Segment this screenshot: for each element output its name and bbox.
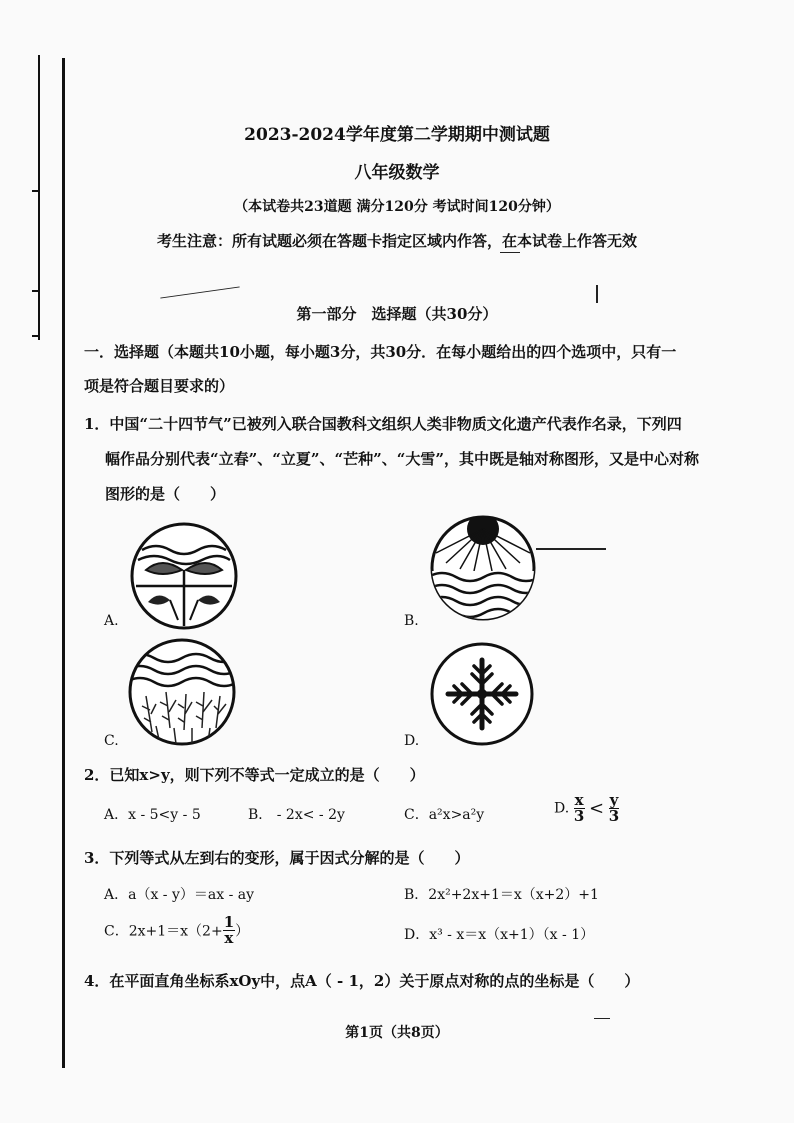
q3-option-c xyxy=(104,915,249,946)
fraction-numerator: y xyxy=(609,791,619,809)
figure-a-label: A. xyxy=(104,613,119,629)
scan-mark xyxy=(594,1018,610,1019)
binding-tick-1 xyxy=(32,190,40,192)
figure-b-label: B. xyxy=(404,613,419,629)
q1-stem-line2: 幅作品分别代表“立春”、“立夏”、“芒种”、“大雪”，其中既是轴对称图形，又是中心对称 xyxy=(105,450,700,468)
exam-notice: 考生注意：所有试题必须在答题卡指定区域内作答，在本试卷上作答无效 xyxy=(156,232,637,250)
binding-tick-2 xyxy=(32,290,40,292)
q2-option-a: A．x - 5<y - 5 xyxy=(104,807,201,823)
q2-option-d-fraction-left xyxy=(574,793,585,824)
binding-foot xyxy=(32,335,40,337)
scan-mark xyxy=(596,285,598,303)
figure-d-snowflake-icon xyxy=(428,640,536,748)
scan-mark xyxy=(500,252,520,253)
section-heading-line2: 项是符合题目要求的） xyxy=(84,377,235,395)
part-title: 第一部分 选择题（共30分） xyxy=(296,305,498,323)
scan-mark xyxy=(536,548,606,550)
q3-option-b: B．2x²+2x+1＝x（x+2）+1 xyxy=(404,887,599,903)
q3-stem: 3．下列等式从左到右的变形，属于因式分解的是（ ） xyxy=(84,849,470,867)
exam-info: （本试卷共23道题 满分120分 考试时间120分钟） xyxy=(234,199,560,215)
figure-c-grain-icon xyxy=(126,636,238,748)
q2-option-d-label: D. xyxy=(554,800,570,817)
q2-option-d-fraction-right xyxy=(609,793,620,824)
fraction-denominator: x xyxy=(224,929,234,947)
q4-stem: 4．在平面直角坐标系xOy中，点A（ - 1，2）关于原点对称的点的坐标是（ ） xyxy=(84,972,640,990)
fraction-denominator: 3 xyxy=(573,807,585,825)
exam-title: 2023-2024学年度第二学期期中测试题 xyxy=(244,125,550,145)
figure-b-summer-icon xyxy=(428,513,538,623)
q3-option-c-suffix: ） xyxy=(235,923,250,940)
figure-c-label: C. xyxy=(104,733,119,749)
fraction-numerator: x xyxy=(574,791,584,809)
fraction-denominator: 3 xyxy=(608,807,620,825)
page-footer: 第1页（共8页） xyxy=(345,1025,449,1041)
q3-option-c-fraction xyxy=(223,915,235,946)
q3-option-d: D．x³ - x＝x（x+1）（x - 1） xyxy=(404,927,595,943)
q2-option-b: B． - 2x< - 2y xyxy=(248,807,345,823)
q1-stem-line3: 图形的是（ ） xyxy=(105,485,226,503)
section-heading-line1: 一．选择题（本题共10小题，每小题3分，共30分．在每小题给出的四个选项中，只有一 xyxy=(84,343,677,361)
scan-mark xyxy=(160,286,239,298)
q2-stem: 2．已知x>y，则下列不等式一定成立的是（ ） xyxy=(84,766,425,784)
figure-a-spring-icon xyxy=(128,520,240,632)
q3-option-c-prefix: C．2x+1＝x（2+ xyxy=(104,923,223,940)
q3-option-a: A．a（x - y）＝ax - ay xyxy=(104,887,255,903)
q1-stem-line1: 1．中国“二十四节气”已被列入联合国教科文组织人类非物质文化遗产代表作名录，下列四 xyxy=(84,415,682,433)
exam-subject: 八年级数学 xyxy=(354,163,440,183)
fraction-numerator: 1 xyxy=(223,913,235,931)
q2-option-d-operator: < xyxy=(589,798,605,819)
q2-option-d xyxy=(554,793,619,824)
figure-d-label: D. xyxy=(404,733,420,749)
q2-option-c: C．a²x>a²y xyxy=(404,807,485,823)
